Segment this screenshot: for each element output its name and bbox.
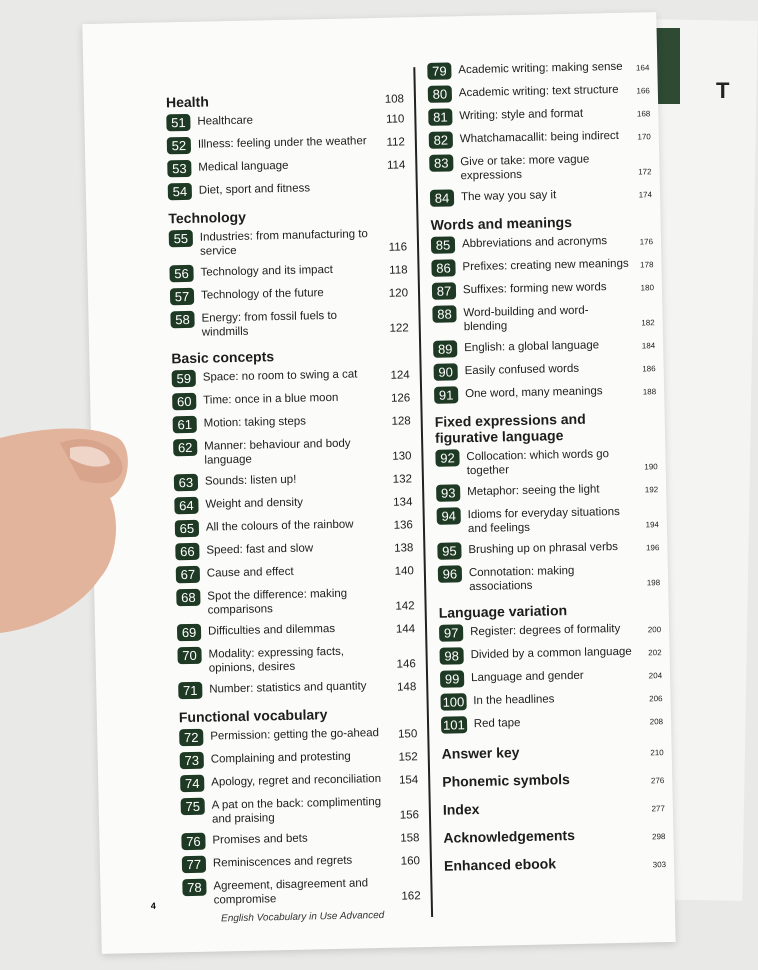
contents-entry[interactable] bbox=[436, 480, 658, 502]
contents-entry[interactable] bbox=[430, 185, 652, 207]
end-matter-title: Acknowledgements bbox=[443, 826, 576, 846]
unit-title: Spot the difference: making comparisons bbox=[207, 587, 348, 617]
unit-page: 168 bbox=[636, 109, 651, 119]
book-title-footer: English Vocabulary in Use Advanced bbox=[220, 909, 385, 925]
unit-page: 208 bbox=[649, 717, 664, 727]
contents-entry[interactable] bbox=[439, 643, 661, 665]
unit-title: English: a global language bbox=[464, 339, 600, 355]
contents-entry[interactable] bbox=[176, 584, 415, 618]
contents-entry[interactable] bbox=[435, 445, 658, 479]
unit-number-badge: 71 bbox=[178, 682, 202, 699]
unit-title: Easily confused words bbox=[464, 362, 580, 378]
unit-page: 136 bbox=[393, 519, 414, 532]
unit-title: Complaining and protesting bbox=[210, 750, 351, 766]
unit-number-badge: 89 bbox=[433, 340, 457, 357]
next-page-letter: T bbox=[716, 78, 730, 103]
end-matter-title: Phonemic symbols bbox=[442, 771, 571, 790]
contents-entry[interactable] bbox=[169, 260, 407, 282]
end-matter-entry[interactable] bbox=[442, 741, 664, 762]
contents-entry[interactable] bbox=[434, 359, 656, 381]
end-matter-entry[interactable] bbox=[444, 853, 666, 874]
unit-page: 122 bbox=[389, 322, 409, 335]
unit-title: Word-building and word-blending bbox=[463, 304, 589, 334]
unit-number-badge: 85 bbox=[431, 236, 455, 253]
end-matter-title: Index bbox=[442, 800, 480, 818]
contents-entry[interactable] bbox=[174, 492, 412, 514]
unit-title: Permission: getting the go-ahead bbox=[210, 727, 380, 743]
unit-number-badge: 86 bbox=[431, 259, 455, 276]
unit-title: Give or take: more vague expressions bbox=[460, 153, 590, 183]
unit-number-badge: 82 bbox=[429, 131, 453, 148]
unit-number-badge: 59 bbox=[172, 370, 196, 387]
unit-page: 166 bbox=[636, 86, 650, 96]
unit-number-badge: 72 bbox=[179, 729, 203, 746]
unit-page: 162 bbox=[401, 890, 421, 903]
contents-entry[interactable] bbox=[433, 336, 655, 358]
section-heading bbox=[179, 704, 417, 725]
contents-entry[interactable] bbox=[172, 388, 410, 410]
unit-title: Divided by a common language bbox=[470, 645, 632, 662]
unit-page bbox=[376, 195, 406, 196]
unit-title: Industries: from manufacturing to service bbox=[199, 228, 369, 258]
section-page bbox=[629, 228, 653, 229]
end-matter-title: Enhanced ebook bbox=[443, 855, 557, 874]
unit-number-badge: 83 bbox=[429, 154, 453, 171]
contents-entry[interactable] bbox=[180, 747, 418, 769]
section-page bbox=[387, 720, 417, 721]
unit-number-badge: 54 bbox=[168, 183, 192, 200]
unit-title: Apology, regret and reconciliation bbox=[211, 773, 382, 789]
unit-title: Diet, sport and fitness bbox=[198, 182, 311, 197]
unit-title: Writing: style and format bbox=[459, 107, 584, 123]
section-heading-text: Basic concepts bbox=[171, 348, 275, 367]
unit-number-badge: 76 bbox=[181, 833, 205, 850]
unit-title: Red tape bbox=[473, 717, 521, 731]
section-page bbox=[379, 361, 409, 362]
section-page: 108 bbox=[384, 93, 405, 106]
unit-title: Technology and its impact bbox=[200, 263, 333, 279]
left-column bbox=[166, 89, 421, 914]
contents-entry[interactable] bbox=[177, 619, 415, 641]
section-heading bbox=[430, 212, 652, 233]
unit-title: Prefixes: creating new meanings bbox=[462, 257, 629, 274]
unit-page: 202 bbox=[648, 648, 662, 658]
unit-title: Academic writing: text structure bbox=[458, 83, 619, 100]
unit-page: 164 bbox=[635, 63, 650, 73]
unit-number-badge: 101 bbox=[441, 716, 467, 734]
contents-entry[interactable] bbox=[180, 770, 418, 792]
unit-page: 204 bbox=[648, 671, 663, 681]
unit-title: Energy: from fossil fuels to windmills bbox=[201, 309, 338, 339]
contents-entry[interactable] bbox=[181, 793, 420, 827]
end-matter-entry[interactable] bbox=[443, 797, 665, 818]
unit-page: 140 bbox=[394, 565, 414, 578]
end-matter-entry[interactable] bbox=[442, 769, 664, 790]
unit-number-badge: 60 bbox=[172, 393, 196, 410]
contents-entry[interactable] bbox=[441, 712, 663, 734]
contents-entry[interactable] bbox=[176, 561, 414, 583]
unit-number-badge: 94 bbox=[437, 507, 461, 524]
contents-entry[interactable] bbox=[437, 503, 660, 537]
unit-page: 130 bbox=[392, 450, 412, 463]
unit-page: 176 bbox=[639, 237, 654, 247]
unit-title: Metaphor: seeing the light bbox=[467, 483, 600, 499]
unit-title: Suffixes: forming new words bbox=[462, 281, 607, 297]
contents-entry[interactable] bbox=[427, 58, 649, 80]
unit-number-badge: 98 bbox=[439, 647, 463, 664]
unit-title: Connotation: making associations bbox=[468, 564, 575, 594]
unit-number-badge: 53 bbox=[167, 160, 191, 177]
contents-entry[interactable] bbox=[431, 232, 653, 254]
unit-page: 138 bbox=[394, 542, 414, 555]
unit-number-badge: 78 bbox=[182, 879, 206, 896]
unit-page: 144 bbox=[395, 623, 416, 636]
unit-title: Brushing up on phrasal verbs bbox=[468, 541, 619, 557]
unit-title: Idioms for everyday situations and feelings bbox=[467, 505, 620, 536]
unit-number-badge: 69 bbox=[177, 624, 201, 641]
unit-page: 132 bbox=[392, 473, 413, 486]
contents-entry[interactable] bbox=[182, 874, 421, 908]
unit-number-badge: 68 bbox=[176, 589, 200, 606]
unit-page: 120 bbox=[388, 287, 409, 300]
contents-entry[interactable] bbox=[170, 306, 409, 340]
unit-title: Time: once in a blue moon bbox=[203, 391, 339, 407]
contents-entry[interactable] bbox=[173, 411, 411, 433]
unit-title: Number: statistics and quantity bbox=[209, 680, 367, 696]
unit-page: 158 bbox=[400, 832, 420, 845]
unit-title: Language and gender bbox=[470, 669, 584, 685]
unit-title: Cause and effect bbox=[206, 565, 294, 580]
unit-number-badge: 96 bbox=[438, 565, 462, 582]
contents-entry[interactable] bbox=[179, 724, 417, 746]
unit-number-badge: 75 bbox=[181, 798, 205, 815]
unit-number-badge: 55 bbox=[169, 230, 193, 247]
contents-entry[interactable] bbox=[438, 561, 661, 595]
unit-number-badge: 58 bbox=[170, 311, 194, 328]
unit-title: Space: no room to swing a cat bbox=[202, 368, 358, 384]
unit-number-badge: 93 bbox=[436, 484, 460, 501]
unit-number-badge: 67 bbox=[176, 566, 200, 583]
contents-entry[interactable] bbox=[170, 283, 408, 305]
end-matter-page: 277 bbox=[651, 804, 665, 814]
unit-number-badge: 70 bbox=[177, 647, 201, 664]
end-matter-page: 298 bbox=[652, 832, 666, 842]
contents-entry[interactable] bbox=[167, 132, 405, 154]
unit-title: Manner: behaviour and body language bbox=[204, 437, 351, 467]
contents-entry[interactable] bbox=[168, 178, 406, 200]
end-matter-page: 303 bbox=[652, 860, 667, 870]
end-matter-page: 210 bbox=[650, 748, 664, 758]
unit-title: Promises and bets bbox=[212, 832, 308, 847]
page-number: 4 bbox=[150, 900, 156, 911]
contents-entry[interactable] bbox=[428, 81, 650, 103]
unit-page: 190 bbox=[644, 462, 658, 472]
unit-page: 116 bbox=[388, 241, 408, 254]
unit-title: Modality: expressing facts, opinions, desires bbox=[208, 645, 345, 675]
unit-number-badge: 52 bbox=[167, 137, 191, 154]
unit-number-badge: 97 bbox=[439, 624, 463, 641]
right-column bbox=[427, 58, 666, 873]
unit-title: Healthcare bbox=[197, 114, 254, 128]
unit-number-badge: 92 bbox=[435, 449, 459, 466]
unit-title: Sounds: listen up! bbox=[204, 473, 297, 488]
unit-page: 184 bbox=[641, 341, 656, 351]
contents-entry[interactable] bbox=[434, 382, 656, 404]
section-page bbox=[637, 616, 661, 617]
unit-page: 180 bbox=[640, 283, 655, 293]
unit-title: Whatchamacallit: being indirect bbox=[459, 129, 620, 146]
contents-entry[interactable] bbox=[429, 127, 651, 149]
hand-holding-book bbox=[0, 418, 132, 638]
unit-page: 186 bbox=[642, 364, 656, 374]
unit-number-badge: 73 bbox=[180, 752, 204, 769]
section-page bbox=[377, 221, 407, 222]
unit-page: 196 bbox=[645, 543, 660, 553]
section-heading bbox=[439, 600, 661, 621]
end-matter-page: 276 bbox=[650, 776, 665, 786]
unit-page: 200 bbox=[647, 625, 662, 635]
section-heading-text: Technology bbox=[168, 208, 247, 227]
section-heading-text: Health bbox=[165, 93, 209, 111]
unit-title: Medical language bbox=[198, 159, 289, 174]
unit-title: Speed: fast and slow bbox=[206, 542, 314, 557]
unit-number-badge: 64 bbox=[174, 497, 198, 514]
unit-page: 152 bbox=[398, 751, 418, 764]
unit-number-badge: 99 bbox=[440, 670, 464, 687]
unit-number-badge: 80 bbox=[428, 85, 452, 102]
contents-entry[interactable] bbox=[428, 104, 650, 126]
unit-page: 178 bbox=[640, 260, 654, 270]
unit-page: 146 bbox=[396, 658, 416, 671]
unit-page: 160 bbox=[400, 855, 421, 868]
contents-entry[interactable] bbox=[439, 620, 661, 642]
contents-entry[interactable] bbox=[432, 301, 655, 335]
unit-page: 172 bbox=[638, 167, 652, 177]
unit-number-badge: 66 bbox=[175, 543, 199, 560]
unit-number-badge: 84 bbox=[430, 189, 454, 206]
unit-number-badge: 61 bbox=[173, 416, 197, 433]
unit-title: Difficulties and dilemmas bbox=[207, 622, 336, 638]
unit-number-badge: 81 bbox=[428, 108, 452, 125]
contents-entry[interactable] bbox=[177, 642, 416, 676]
unit-page: 114 bbox=[386, 159, 406, 172]
contents-entry[interactable] bbox=[169, 225, 408, 259]
unit-title: Abbreviations and acronyms bbox=[461, 235, 608, 251]
unit-number-badge: 95 bbox=[437, 542, 461, 559]
unit-title: A pat on the back: complimenting and praising bbox=[211, 796, 382, 826]
section-heading-text: Functional vocabulary bbox=[178, 706, 328, 726]
unit-page: 156 bbox=[399, 809, 420, 822]
unit-page: 124 bbox=[390, 369, 410, 382]
contents-entry[interactable] bbox=[172, 365, 410, 387]
section-heading bbox=[171, 345, 409, 366]
unit-title: Academic writing: making sense bbox=[458, 60, 623, 77]
unit-page: 198 bbox=[646, 578, 661, 588]
contents-entry[interactable] bbox=[440, 689, 662, 711]
unit-page: 170 bbox=[637, 132, 651, 142]
contents-entry[interactable] bbox=[437, 538, 659, 560]
unit-page: 192 bbox=[644, 485, 659, 495]
unit-number-badge: 65 bbox=[175, 520, 199, 537]
unit-title: The way you say it bbox=[460, 189, 557, 204]
section-heading-text: Fixed expressions and figurative language bbox=[434, 410, 586, 446]
unit-number-badge: 88 bbox=[432, 305, 456, 322]
contents-entry[interactable] bbox=[175, 538, 413, 560]
unit-number-badge: 62 bbox=[173, 439, 197, 456]
section-heading-text: Words and meanings bbox=[430, 213, 573, 233]
section-heading-text: Language variation bbox=[438, 602, 568, 621]
unit-title: One word, many meanings bbox=[465, 385, 603, 401]
unit-page: 148 bbox=[396, 681, 417, 694]
contents-page bbox=[82, 12, 675, 954]
unit-page: 174 bbox=[638, 190, 653, 200]
unit-number-badge: 90 bbox=[434, 363, 458, 380]
unit-number-badge: 91 bbox=[434, 386, 458, 403]
unit-page: 112 bbox=[386, 136, 405, 149]
section-heading bbox=[435, 409, 658, 446]
section-heading bbox=[166, 89, 404, 110]
end-matter-entry[interactable] bbox=[443, 825, 665, 846]
unit-title: Collocation: which words go together bbox=[466, 448, 610, 478]
unit-page: 142 bbox=[395, 600, 415, 613]
contents-entry[interactable] bbox=[181, 828, 419, 850]
unit-title: Agreement, disagreement and compromise bbox=[213, 877, 369, 907]
unit-title: Weight and density bbox=[205, 496, 304, 511]
contents-entry[interactable] bbox=[174, 469, 412, 491]
unit-page: 188 bbox=[642, 387, 657, 397]
unit-number-badge: 87 bbox=[432, 282, 456, 299]
contents-entry[interactable] bbox=[432, 278, 654, 300]
unit-number-badge: 77 bbox=[182, 856, 206, 873]
unit-title: Motion: taking steps bbox=[203, 415, 307, 430]
unit-number-badge: 63 bbox=[174, 474, 198, 491]
section-heading bbox=[168, 205, 406, 226]
unit-number-badge: 74 bbox=[180, 775, 204, 792]
unit-page: 128 bbox=[391, 415, 411, 428]
unit-page: 154 bbox=[398, 774, 419, 787]
contents-entry[interactable] bbox=[182, 851, 420, 873]
contents-entry[interactable] bbox=[167, 155, 405, 177]
contents-entry[interactable] bbox=[166, 109, 404, 131]
unit-title: Illness: feeling under the weather bbox=[197, 135, 367, 151]
unit-page: 194 bbox=[645, 520, 660, 530]
unit-number-badge: 57 bbox=[170, 288, 194, 305]
contents-entry[interactable] bbox=[178, 677, 416, 699]
contents-entry[interactable] bbox=[175, 515, 413, 537]
unit-number-badge: 100 bbox=[440, 693, 466, 711]
contents-entry[interactable] bbox=[440, 666, 662, 688]
unit-title: Reminiscences and regrets bbox=[212, 854, 353, 870]
unit-number-badge: 79 bbox=[427, 62, 451, 79]
unit-page: 110 bbox=[385, 113, 405, 126]
unit-number-badge: 51 bbox=[166, 114, 190, 131]
end-matter-title: Answer key bbox=[441, 744, 520, 762]
unit-page: 182 bbox=[641, 318, 655, 328]
unit-page: 150 bbox=[397, 728, 418, 741]
section-page bbox=[633, 441, 657, 442]
unit-page: 118 bbox=[389, 264, 408, 277]
unit-number-badge: 56 bbox=[169, 265, 193, 282]
unit-page: 126 bbox=[390, 392, 411, 405]
contents-entry[interactable] bbox=[431, 255, 653, 277]
contents-entry[interactable] bbox=[429, 150, 652, 184]
unit-title: Technology of the future bbox=[200, 287, 324, 302]
unit-page: 134 bbox=[393, 496, 413, 509]
contents-entry[interactable] bbox=[173, 434, 412, 468]
unit-title: All the colours of the rainbow bbox=[205, 518, 354, 534]
unit-title: In the headlines bbox=[473, 693, 555, 708]
unit-page: 206 bbox=[649, 694, 663, 704]
unit-title: Register: degrees of formality bbox=[470, 622, 621, 639]
